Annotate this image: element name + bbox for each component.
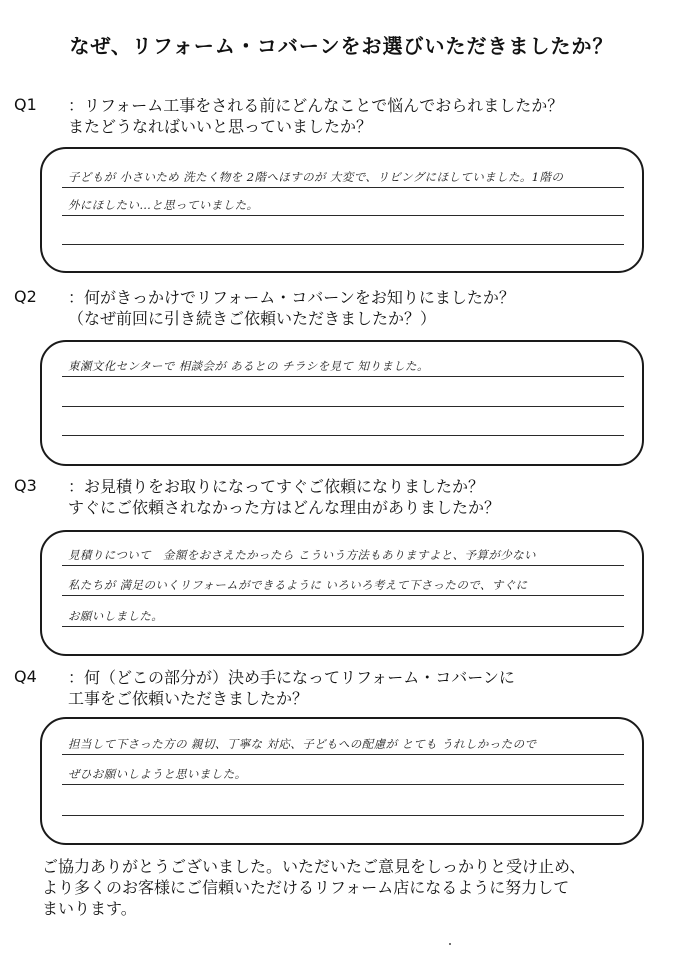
answer-box-2 [40, 340, 644, 466]
question-4-line-1: ：何（どこの部分が）決め手になってリフォーム・コバーンに [68, 668, 515, 687]
answer-1-line-1: 子どもが 小さいため 洗たく物を 2階へほすのが 大変で、リビングにほしていました。1階の [68, 170, 564, 184]
answer-rule [62, 406, 624, 407]
answer-rule [62, 595, 624, 596]
question-3-line-2: すぐにご依頼されなかった方はどんな理由がありましたか？ [68, 498, 501, 517]
question-4-line-2: 工事をご依頼いただきましたか？ [68, 689, 309, 708]
answer-rule [62, 565, 624, 566]
answer-rule [62, 784, 624, 785]
answer-box-4 [40, 717, 644, 845]
closing-line-1: ご協力ありがとうございました。いただいたご意見をしっかりと受け止め、 [42, 857, 586, 876]
question-1-line-2: またどうなればいいと思っていましたか？ [68, 117, 373, 136]
question-2-label: Q2 [14, 287, 37, 306]
scan-speck [449, 943, 451, 945]
answer-rule [62, 626, 624, 627]
closing-line-3: まいります。 [42, 899, 137, 918]
answer-3-line-3: お願いしました。 [68, 609, 164, 623]
survey-title: なぜ、リフォーム・コバーンをお選びいただきましたか？ [69, 34, 614, 58]
question-4-label: Q4 [14, 667, 37, 686]
closing-message [42, 856, 585, 919]
answer-rule [62, 376, 624, 377]
answer-box-1 [40, 147, 644, 273]
answer-3-line-1: 見積りについて 金額をおさえたかったら こういう方法もありますよと、予算が少ない [68, 548, 536, 562]
answer-2-line-1: 東瀬文化センターで 相談会が あるとの チラシを見て 知りました。 [68, 359, 429, 373]
question-4-text [68, 667, 515, 709]
answer-rule [62, 187, 624, 188]
question-1-label: Q1 [14, 95, 37, 114]
answer-rule [62, 754, 624, 755]
answer-box-3 [40, 530, 644, 656]
answer-rule [62, 215, 624, 216]
answer-4-line-1: 担当して下さった方の 親切、丁寧な 対応、子どもへの配慮が とても うれしかったので [68, 737, 537, 751]
question-2-line-2: （なぜ前回に引き続きご依頼いただきましたか？） [68, 309, 437, 328]
question-1-text [68, 95, 563, 137]
answer-4-line-2: ぜひお願いしようと思いました。 [68, 767, 247, 781]
answer-rule [62, 815, 624, 816]
question-3-line-1: ：お見積りをお取りになってすぐご依頼になりましたか？ [68, 477, 485, 496]
question-2-line-1: ：何がきっかけでリフォーム・コバーンをお知りにましたか？ [68, 288, 515, 307]
answer-1-line-2: 外にほしたい…と思っていました。 [68, 198, 259, 212]
question-1-line-1: ：リフォーム工事をされる前にどんなことで悩んでおられましたか？ [68, 96, 564, 115]
closing-line-2: より多くのお客様にご信頼いただけるリフォーム店になるように努力して [42, 878, 570, 897]
question-2-text [68, 287, 515, 329]
question-3-text [68, 476, 500, 518]
answer-rule [62, 435, 624, 436]
answer-3-line-2: 私たちが 満足のいくリフォームができるように いろいろ考えて下さったので、すぐに [68, 578, 528, 592]
question-3-label: Q3 [14, 476, 37, 495]
answer-rule [62, 244, 624, 245]
